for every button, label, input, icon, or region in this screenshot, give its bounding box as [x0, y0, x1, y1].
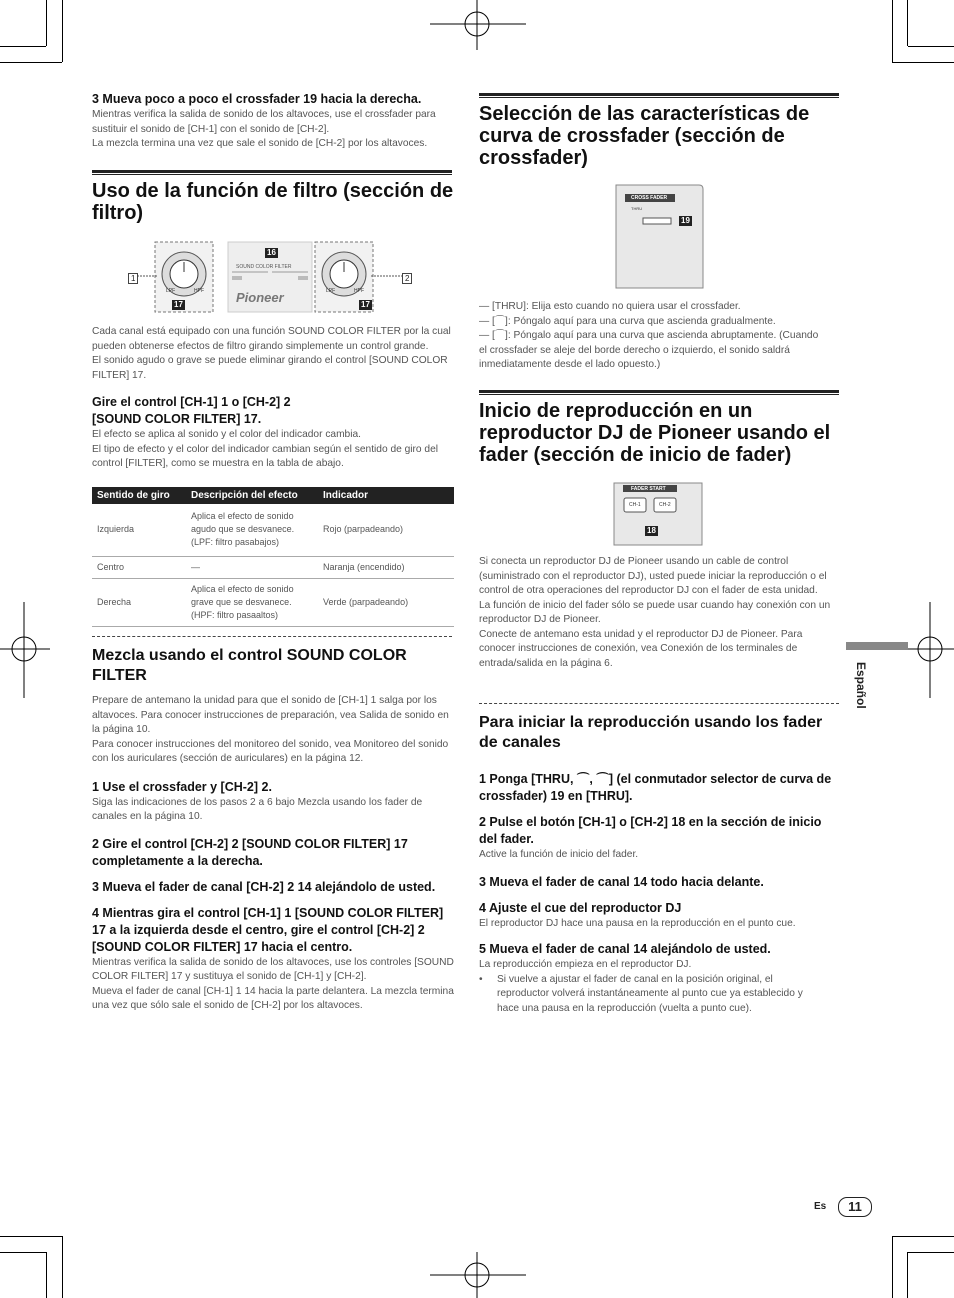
- section-divider: [479, 390, 839, 395]
- gire-body: El tipo de efecto y el color del indicador cambian según el sentido de giro del control [FILTER], como se muestra en la tabla de abajo.: [92, 443, 439, 469]
- curve-heading: Selección de las características de curva de crossfader (sección de crossfader): [479, 103, 810, 169]
- r2-title: 2 Pulse el botón [CH-1] o [CH-2] 18 en la sección de inicio del fader.: [479, 815, 822, 846]
- crop-mark: [907, 0, 908, 46]
- crop-mark: [46, 1252, 47, 1298]
- m3-title: 3 Mueva el fader de canal [CH-2] 2 14 alejándolo de usted.: [92, 879, 436, 894]
- filter-panel-label: SOUND COLOR FILTER: [236, 264, 292, 270]
- ch1-button-label: CH-1: [629, 502, 641, 508]
- step-3-body: La mezcla termina una vez que sale el sonido de [CH-2] por los altavoces.: [92, 138, 428, 149]
- step-3-title: 3 Mueva poco a poco el crossfader 19 hacia la derecha.: [92, 92, 422, 106]
- pioneer-logo: Pioneer: [236, 290, 284, 305]
- table-header: Descripción del efecto: [186, 487, 318, 504]
- crop-mark: [0, 1236, 62, 1237]
- table-row: [92, 578, 454, 626]
- lpf-label: LPF: [166, 288, 176, 294]
- table-cell: Derecha: [92, 578, 186, 626]
- lpf-label: LPF: [326, 288, 336, 294]
- curve-item: — [⌒]: Póngalo aquí para una curva que ascienda gradualmente.: [479, 315, 776, 327]
- language-tab: [846, 662, 870, 722]
- callout-17: 17: [174, 300, 183, 309]
- m4-title: 4 Mientras gira el control [CH-1] 1 [SOUND COLOR FILTER] 17 a la izquierda desde el centro, gire el control [CH-2] 2 [SOUND COLOR FILTER] 17 hacia el centro.: [92, 905, 444, 954]
- crop-mark: [892, 0, 893, 62]
- callout-18: 18: [647, 526, 656, 535]
- mezcla-heading: Mezcla usando el control SOUND COLOR FILTER: [92, 647, 407, 684]
- mezcla-body: Para conocer instrucciones del monitoreo del sonido, vea Monitoreo del sonido con los auriculares (sección de auriculares) en la página 12.: [92, 738, 449, 764]
- hpf-label: HPF: [354, 288, 364, 294]
- table-header: Sentido de giro: [92, 487, 186, 504]
- section-divider: [92, 170, 452, 175]
- crop-mark: [892, 1236, 893, 1298]
- table-cell: Aplica el efecto de sonido agudo que se desvanece. (LPF: filtro pasabajos): [186, 504, 318, 556]
- table-row: [92, 556, 454, 578]
- r4-body: El reproductor DJ hace una pausa en la reproducción en el punto cue.: [479, 917, 796, 929]
- m1-body: Siga las indicaciones de los pasos 2 a 6 bajo Mezcla usando los fader de canales en la página 10.: [92, 796, 423, 822]
- m4-body: Mientras verifica la salida de sonido de los altavoces, use los controles [SOUND COLOR FILTER] 17 y sustituya el sonido de [CH-1] y [CH-2].: [92, 956, 454, 982]
- table-cell: Centro: [92, 556, 186, 578]
- iniciar-heading: Para iniciar la reproducción usando los fader de canales: [479, 714, 823, 751]
- filter-intro: [92, 325, 454, 472]
- callout-19: 19: [681, 216, 690, 225]
- crop-mark: [892, 62, 954, 63]
- page-number: [838, 1197, 872, 1217]
- ch2-button-label: CH-2: [659, 502, 671, 508]
- table-header: Indicador: [318, 487, 454, 504]
- fader-body: Conecte de antemano esta unidad y el reproductor DJ de Pioneer. Para conocer instrucciones de conexión, vea Conexión de los terminales de entrada/salida en la página 6.: [479, 628, 803, 669]
- table-cell: Aplica el efecto de sonido grave que se desvanece. (HPF: filtro pasaaltos): [186, 578, 318, 626]
- callout-1: 1: [128, 273, 138, 284]
- r5-bullet-text: Si vuelve a ajustar el fader de canal en la posición original, el reproductor volverá instantáneamente al punto cue ya establecido y hace una pausa en la reproducción (vuelta a punto cue).: [497, 973, 803, 1014]
- crop-mark: [0, 46, 46, 47]
- registration-mark-icon: [904, 602, 954, 698]
- m1-title: 1 Use el crossfader y [CH-2] 2.: [92, 779, 272, 794]
- filter-intro-text: El sonido agudo o grave se puede eliminar girando el control [SOUND COLOR FILTER] 17.: [92, 355, 448, 381]
- section-divider: [479, 93, 839, 98]
- filter-heading: Uso de la función de filtro (sección de filtro): [92, 180, 454, 224]
- hpf-label: HPF: [194, 288, 204, 294]
- crop-mark: [0, 1252, 46, 1253]
- table-cell: Verde (parpadeando): [318, 578, 454, 626]
- gire-title: Gire el control [CH-1] 1 o [CH-2] 2 [SOUND COLOR FILTER] 17.: [92, 395, 291, 426]
- crop-mark: [0, 62, 62, 63]
- crop-mark: [46, 0, 47, 46]
- fader-start-figure: [613, 482, 703, 546]
- curve-item: — [⌒]: Póngalo aquí para una curva que ascienda abruptamente. (Cuando el crossfader se aleje del borde derecho o izquierdo, el sonido saldrá inmediatamente desde el lado opuesto.): [479, 330, 819, 370]
- crop-mark: [62, 0, 63, 62]
- crop-mark: [62, 1236, 63, 1298]
- lang-code: Es: [814, 1201, 827, 1212]
- m4-body: Mueva el fader de canal [CH-1] 1 14 hacia la parte delantera. La mezcla termina una vez que sólo sale el sonido de [CH-2] por los altavoces.: [92, 985, 454, 1011]
- table-cell: Naranja (encendido): [318, 556, 454, 578]
- step-3-body: Mientras verifica la salida de sonido de los altavoces, use el crossfader para sustituir el sonido de [CH-1] con el sonido de [CH-2].: [92, 109, 436, 135]
- r3-title: 3 Mueva el fader de canal 14 todo hacia delante.: [479, 874, 764, 889]
- registration-mark-icon: [0, 602, 50, 698]
- mezcla-body: Prepare de antemano la unidad para que el sonido de [CH-1] 1 salga por los altavoces. Para conocer instrucciones de preparación, vea Salida de sonido en la página 10.: [92, 695, 449, 735]
- curve-items: [479, 300, 819, 373]
- side-tab: [846, 642, 908, 650]
- registration-mark-icon: [430, 1252, 526, 1298]
- fader-start-label: FADER START: [631, 486, 666, 492]
- callout-17: 17: [361, 300, 370, 309]
- r5-bullet: [479, 973, 817, 1017]
- fader-body: Si conecta un reproductor DJ de Pioneer usando un cable de control (suministrado con el reproductor DJ), usted puede iniciar la reproducción o el control de otra operaciones del reproductor DJ con el fader de esta unidad.: [479, 556, 827, 596]
- r5-title: 5 Mueva el fader de canal 14 alejándolo de usted.: [479, 942, 771, 956]
- registration-mark-icon: [430, 0, 526, 50]
- table-cell: Rojo (parpadeando): [318, 504, 454, 556]
- table-cell: Izquierda: [92, 504, 186, 556]
- callout-2: 2: [402, 273, 412, 284]
- fader-body: La función de inicio del fader sólo se puede usar cuando hay conexión con un reproductor DJ de Pioneer.: [479, 599, 831, 625]
- table-row: [92, 504, 454, 556]
- curve-item: — [THRU]: Elija esto cuando no quiera usar el crossfader.: [479, 301, 741, 312]
- section-divider: [479, 703, 839, 704]
- r5-body: La reproducción empieza en el reproductor DJ.: [479, 959, 692, 970]
- language-label: Español: [854, 662, 868, 709]
- thru-label: THRU: [631, 206, 643, 211]
- iniciar-section: [479, 771, 841, 1016]
- table-cell: —: [186, 556, 318, 578]
- section-divider: [92, 636, 452, 637]
- r4-title: 4 Ajuste el cue del reproductor DJ: [479, 900, 682, 915]
- crossfader-figure: [615, 184, 705, 290]
- fader-section: [479, 555, 839, 671]
- crossfader-label: CROSS FADER: [631, 195, 668, 201]
- crop-mark: [907, 1252, 908, 1298]
- fader-heading: Inicio de reproducción en un reproductor DJ de Pioneer usando el fader (sección de inicio de fader): [479, 400, 831, 466]
- bullet-icon: •: [479, 973, 483, 985]
- r2-body: Active la función de inicio del fader.: [479, 849, 639, 860]
- filter-intro-text: Cada canal está equipado con una función SOUND COLOR FILTER por la cual pueden obtenerse efectos de filtro girando simplemente un control grande.: [92, 326, 451, 352]
- m2-title: 2 Gire el control [CH-2] 2 [SOUND COLOR FILTER] 17 completamente a la derecha.: [92, 836, 408, 868]
- filter-panel-figure: [128, 240, 416, 314]
- crop-mark: [892, 1236, 954, 1237]
- filter-table: [92, 487, 454, 627]
- crop-mark: [908, 1252, 954, 1253]
- page-number-text: 11: [848, 1199, 862, 1214]
- crop-mark: [908, 46, 954, 47]
- mezcla-section: [92, 694, 454, 1014]
- gire-body: El efecto se aplica al sonido y el color del indicador cambia.: [92, 429, 361, 440]
- callout-16: 16: [267, 248, 276, 257]
- left-column: [92, 91, 454, 152]
- r1-title: 1 Ponga [THRU, ⌒, ⌒] (el conmutador selector de curva de crossfader) 19 en [THRU].: [479, 772, 832, 803]
